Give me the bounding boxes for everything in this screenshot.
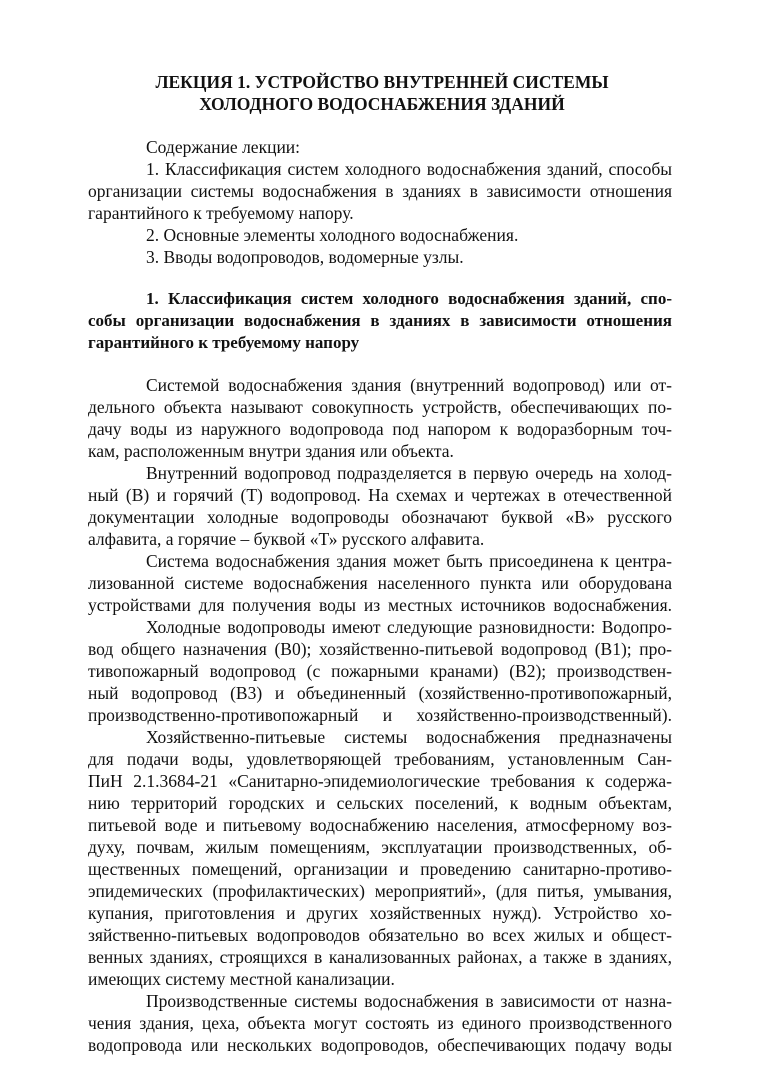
contents-item-1-line-1: 1. Классификация систем холодного водоснабжения зданий, способы xyxy=(146,159,672,179)
body-line: для подачи воды, удовлетворяющей требованиям, установленным Сан- xyxy=(88,749,672,769)
body-line: духу, почвам, жилым помещениям, эксплуатации производственных, об- xyxy=(88,837,672,857)
body-line: зяйственно-питьевых водопроводов обязательно во всех жилых и общест- xyxy=(88,925,672,945)
body-line: питьевой воде и питьевому водоснабжению населения, атмосферному воз- xyxy=(88,815,672,835)
section-heading-line-1: 1. Классификация систем холодного водоснабжения зданий, спо- xyxy=(146,289,672,308)
contents-item-1-line-2: организации системы водоснабжения в зданиях в зависимости отношения xyxy=(88,181,672,201)
body-line: купания, приготовления и других хозяйственных нужд). Устройство хо- xyxy=(88,903,672,923)
body-line: вод общего назначения (В0); хозяйственно-питьевой водопровод (В1); про- xyxy=(88,639,672,659)
section-heading-line-2: собы организации водоснабжения в зданиях в зависимости отношения xyxy=(88,311,672,330)
body-line: производственно-противопожарный и хозяйственно-производственный). xyxy=(88,705,672,725)
body-line: венных зданиях, строящихся в канализованных районах, а также в зданиях, xyxy=(88,947,672,967)
body-line: лизованной системе водоснабжения населенного пункта или оборудована xyxy=(88,573,672,593)
lecture-title-line-2: ХОЛОДНОГО ВОДОСНАБЖЕНИЯ ЗДАНИЙ xyxy=(199,94,565,114)
body-line: устройствами для получения воды из местных источников водоснабжения. xyxy=(88,595,672,615)
body-line: Внутренний водопровод подразделяется в первую очередь на холод- xyxy=(146,463,672,483)
body-line: ный (В) и горячий (Т) водопровод. На схемах и чертежах в отечественной xyxy=(88,485,672,505)
section-heading-line-3: гарантийного к требуемому напору xyxy=(88,333,360,352)
body-line: щественных помещений, организации и проведению санитарно-противо- xyxy=(88,859,672,879)
body-line: ПиН 2.1.3684-21 «Санитарно-эпидемиологические требования к содержа- xyxy=(88,771,672,791)
body-line: тивопожарный водопровод (с пожарными кранами) (В2); производствен- xyxy=(88,661,672,681)
body-line: водопровода или нескольких водопроводов, обеспечивающих подачу воды xyxy=(88,1035,672,1055)
contents-item-3: 3. Вводы водопроводов, водомерные узлы. xyxy=(146,247,464,267)
body-line: алфавита, а горячие – буквой «Т» русского алфавита. xyxy=(88,529,485,549)
body-line: Холодные водопроводы имеют следующие разновидности: Водопро- xyxy=(146,617,672,637)
contents-item-2: 2. Основные элементы холодного водоснабжения. xyxy=(146,225,519,245)
contents-item-1-line-3: гарантийного к требуемому напору. xyxy=(88,203,354,223)
body-line: имеющих систему местной канализации. xyxy=(88,969,395,989)
body-line: дачу воды из наружного водопровода под напором к водоразборным точ- xyxy=(88,419,672,439)
body-line: документации холодные водопроводы обозначают буквой «В» русского xyxy=(88,507,672,527)
body-line: кам, расположенным внутри здания или объекта. xyxy=(88,441,454,461)
body-line: нию территорий городских и сельских поселений, к водным объектам, xyxy=(88,793,672,813)
body-line: Система водоснабжения здания может быть присоединена к центра- xyxy=(146,551,672,571)
body-line: Хозяйственно-питьевые системы водоснабжения предназначены xyxy=(146,727,672,747)
lecture-title-line-1: ЛЕКЦИЯ 1. УСТРОЙСТВО ВНУТРЕННЕЙ СИСТЕМЫ xyxy=(155,72,609,92)
body-line: Производственные системы водоснабжения в зависимости от назна- xyxy=(146,991,672,1011)
body-line: ный водопровод (В3) и объединенный (хозяйственно-противопожарный, xyxy=(88,683,672,703)
body-line: дельного объекта называют совокупность устройств, обеспечивающих по- xyxy=(88,397,672,417)
body-line: Системой водоснабжения здания (внутренний водопровод) или от- xyxy=(146,375,672,395)
body-line: эпидемических (профилактических) мероприятий», (для питья, умывания, xyxy=(88,881,672,901)
body-line: чения здания, цеха, объекта могут состоять из единого производственного xyxy=(88,1013,672,1033)
contents-heading: Содержание лекции: xyxy=(146,137,301,157)
